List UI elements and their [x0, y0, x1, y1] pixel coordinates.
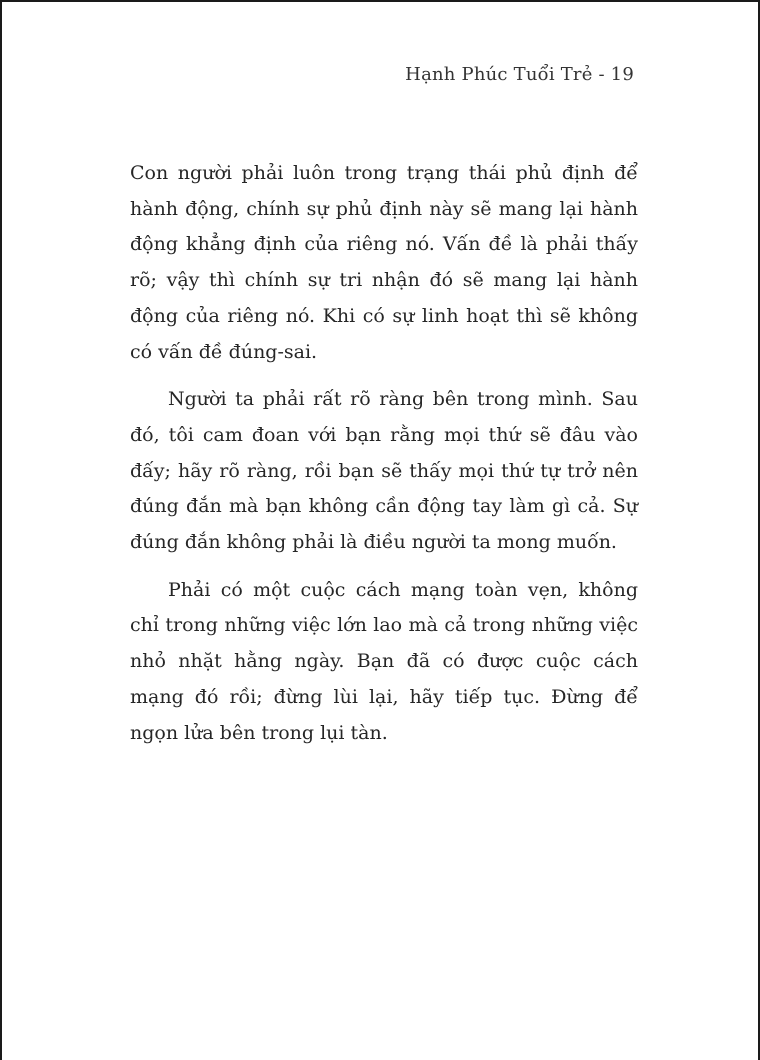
running-header: Hạnh Phúc Tuổi Trẻ - 19 [405, 64, 634, 85]
paragraph-1: Con người phải luôn trong trạng thái phủ định để hành động, chính sự phủ định này sẽ mang lại hành động khẳng định của riêng nó. Vấn đề là phải thấy rõ; vậy thì chính sự tri nhận đó sẽ mang lại hành động của riêng nó. Khi có sự linh hoạt thì sẽ không có vấn đề đúng-sai. [130, 162, 638, 363]
body-text [130, 156, 638, 763]
paragraph-2: Người ta phải rất rõ ràng bên trong mình. Sau đó, tôi cam đoan với bạn rằng mọi thứ sẽ đâu vào đấy; hãy rõ ràng, rồi bạn sẽ thấy mọi thứ tự trở nên đúng đắn mà bạn không cần động tay làm gì cả. Sự đúng đắn không phải là điều người ta mong muốn. [130, 388, 638, 554]
paragraph-3: Phải có một cuộc cách mạng toàn vẹn, không chỉ trong những việc lớn lao mà cả trong những việc nhỏ nhặt hằng ngày. Bạn đã có được cuộc cách mạng đó rồi; đừng lùi lại, hãy tiếp tục. Đừng để ngọn lửa bên trong lụi tàn. [130, 578, 638, 744]
